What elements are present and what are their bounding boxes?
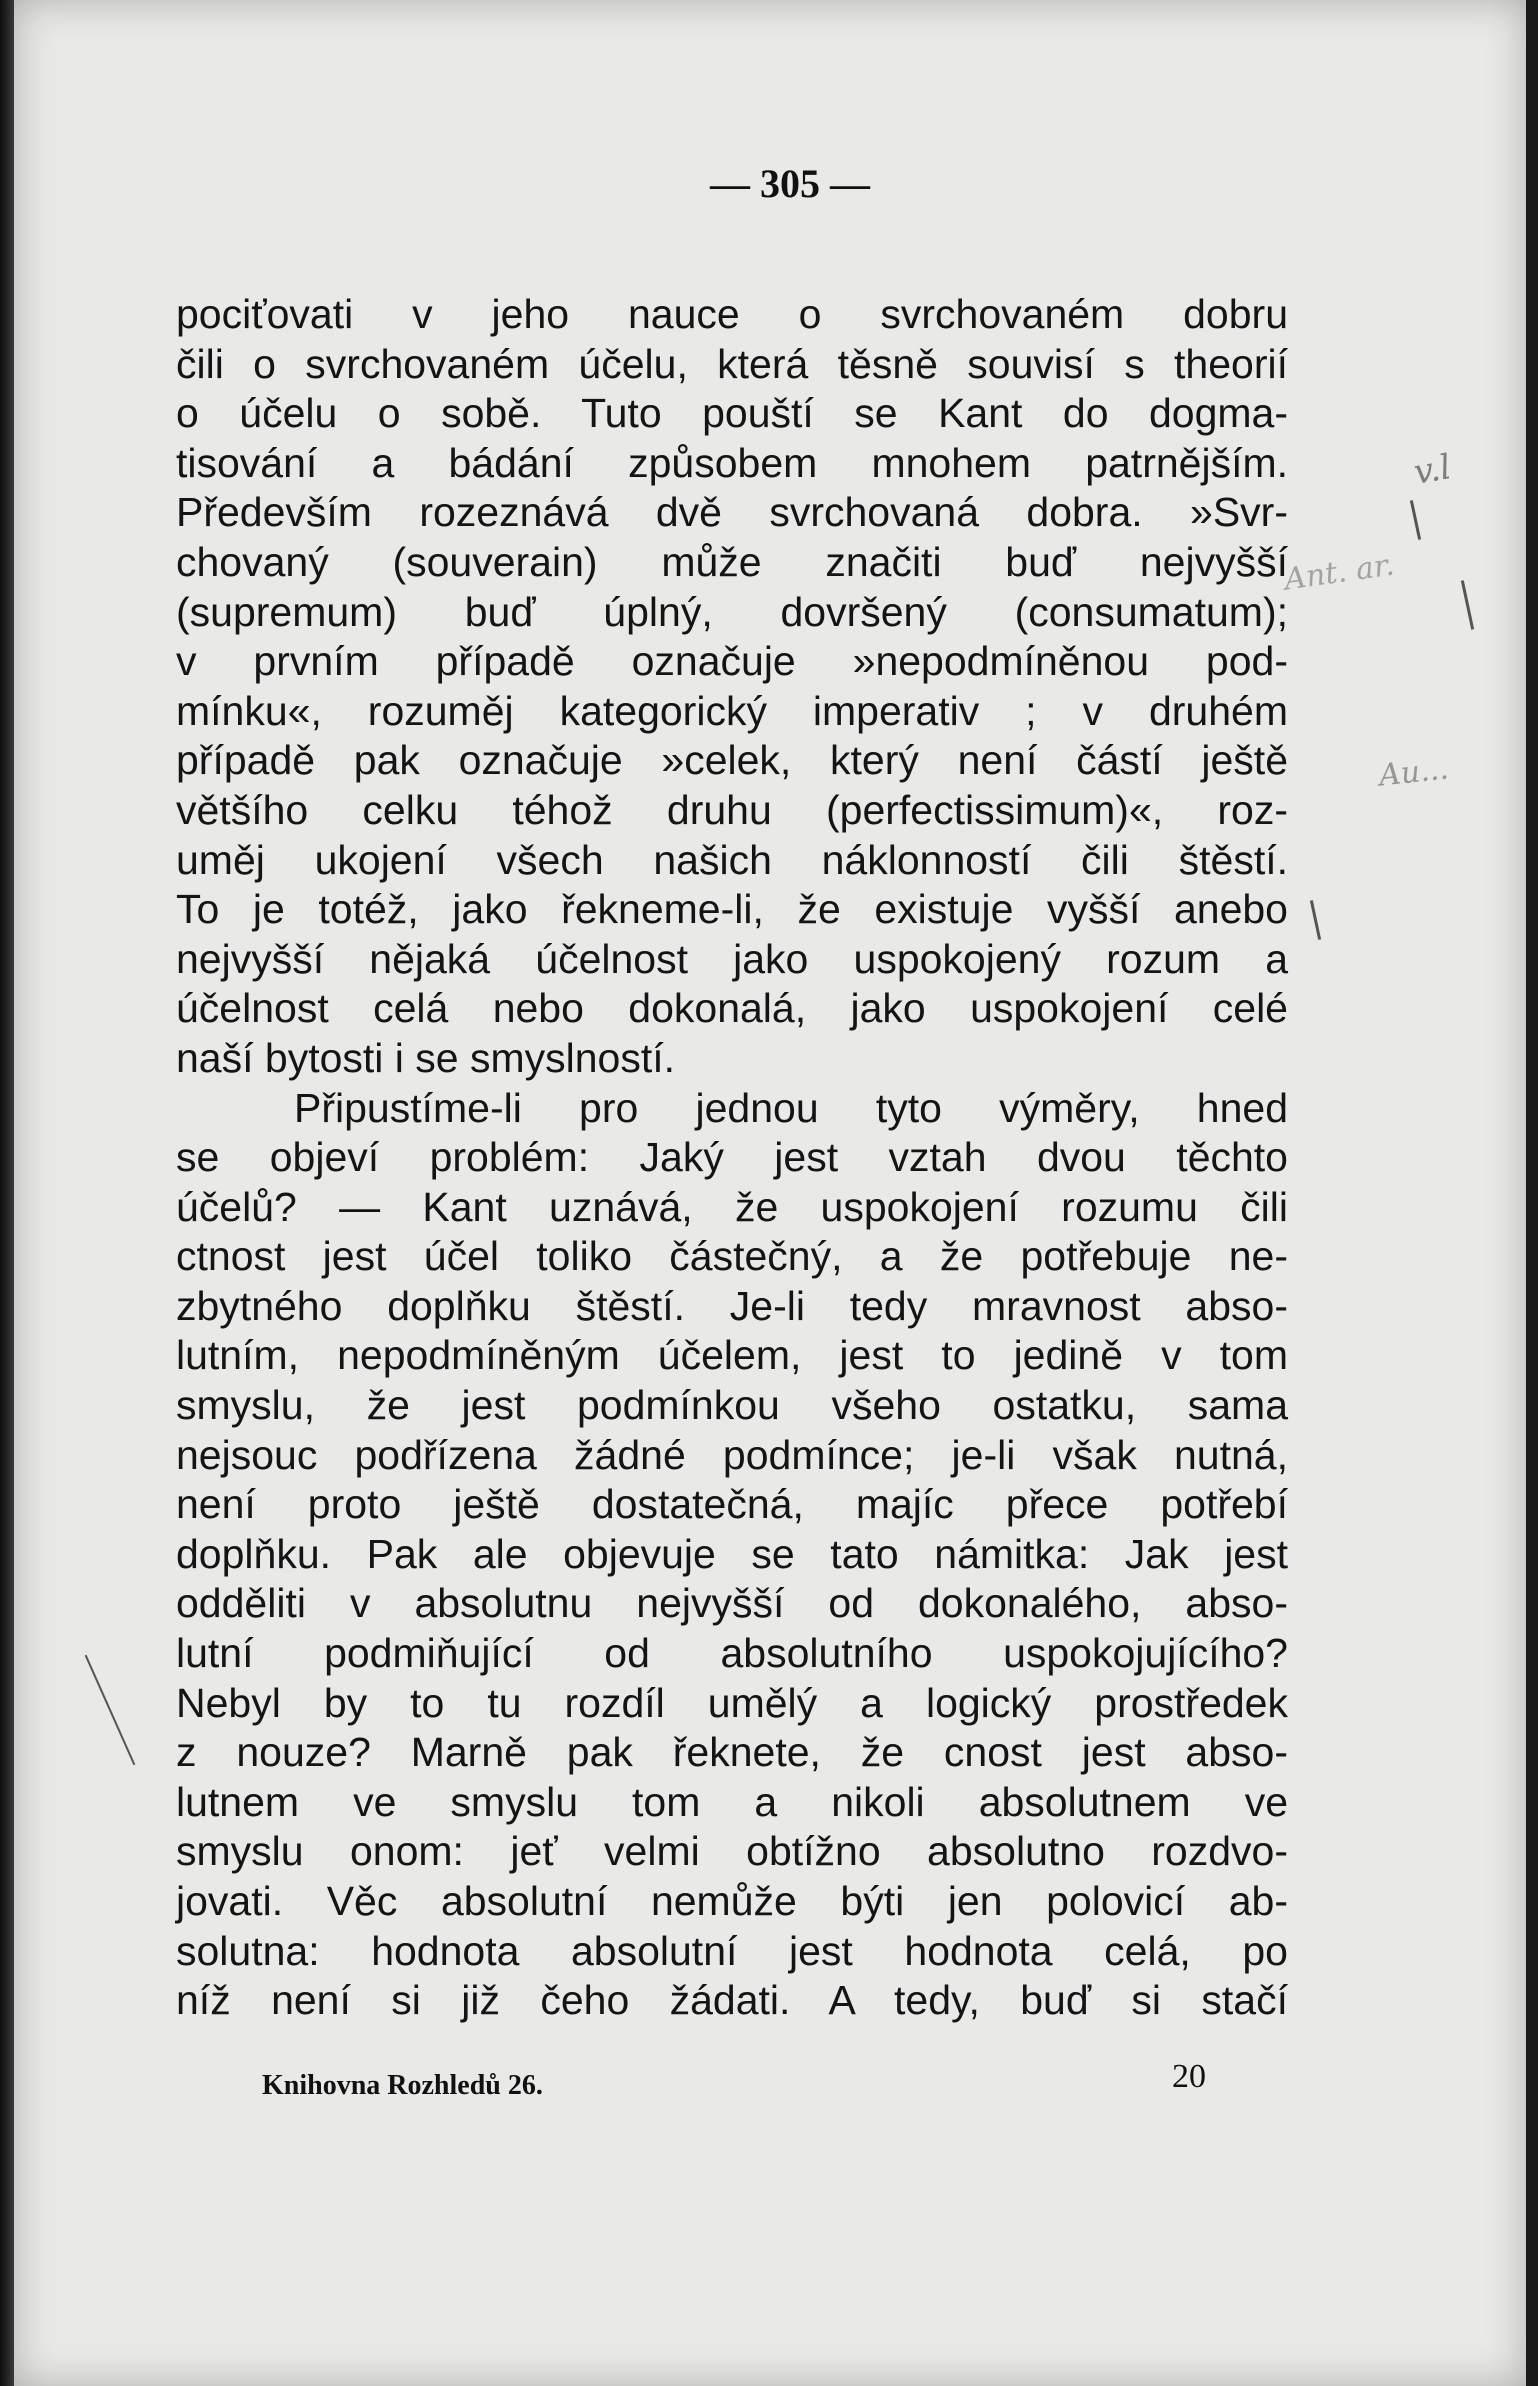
text-line: (supremum) buď úplný, dovršený (consumatum); [176,588,1288,635]
text-line: smyslu, že jest podmínkou všeho ostatku, sama [176,1382,1288,1429]
text-line: lutní podmiňující od absolutního uspokojujícího? [176,1630,1288,1677]
margin-mark [1310,900,1321,940]
text-line: uměj ukojení všech našich náklonností čili štěstí. [176,836,1288,883]
text-line: odděliti v absolutnu nejvyšší od dokonalého, abso- [176,1580,1288,1627]
margin-mark [1461,580,1474,630]
text-line: smyslu onom: jeť velmi obtížno absolutno rozdvo- [176,1828,1288,1875]
text-line: Připustíme-li pro jednou tyto výměry, hned [294,1084,1288,1131]
text-line: solutna: hodnota absolutní jest hodnota celá, po [176,1927,1288,1974]
text-line: níž není si již čeho žádati. A tedy, buď si stačí [176,1977,1288,2024]
text-line: účelů? — Kant uznává, že uspokojení rozumu čili [176,1183,1288,1230]
text-line: chovaný (souverain) může značiti buď nejvyšší [176,538,1288,585]
margin-mark [1410,500,1421,540]
page-left-edge [0,0,14,2386]
text-line: To je totéž, jako řekneme-li, že existuje vyšší anebo [176,886,1288,933]
text-line: lutním, nepodmíněným účelem, jest to jedině v tom [176,1332,1288,1379]
margin-note-middle: Ant. ar. [1282,547,1397,598]
text-line: nejsouc podřízena žádné podmínce; je-li však nutná, [176,1431,1288,1478]
text-line: v prvním případě označuje »nepodmíněnou pod- [176,638,1288,685]
text-line: účelnost celá nebo dokonalá, jako uspokojení celé [176,985,1288,1032]
body-text [176,290,1288,2026]
text-line: není proto ještě dostatečná, majíc přece potřebí [176,1481,1288,1528]
page-number: — 305 — [710,161,870,206]
text-line: o účelu o sobě. Tuto pouští se Kant do dogma- [176,390,1288,437]
text-line: z nouze? Marně pak řeknete, že cnost jest abso- [176,1729,1288,1776]
book-page [14,0,1526,2386]
text-line: ctnost jest účel toliko částečný, a že potřebuje ne- [176,1233,1288,1280]
series-title: Knihovna Rozhledů 26. [262,2070,543,2101]
margin-note-top: v.l [1410,447,1455,493]
text-line: se objeví problém: Jaký jest vztah dvou těchto [176,1134,1288,1181]
margin-mark [85,1655,136,1765]
text-line: mínku«, rozuměj kategorický imperativ ; v druhém [176,687,1288,734]
text-line: naší bytosti i se smyslností. [176,1034,676,1081]
text-line: jovati. Věc absolutní nemůže býti jen polovicí ab- [176,1878,1288,1924]
text-line: případě pak označuje »celek, který není částí ještě [176,737,1288,784]
text-line: zbytného doplňku štěstí. Je-li tedy mravnost abso- [176,1282,1288,1329]
text-line: lutnem ve smyslu tom a nikoli absolutnem ve [176,1778,1288,1825]
text-line: tisování a bádání způsobem mnohem patrnějším. [176,439,1288,486]
text-line: nejvyšší nějaká účelnost jako uspokojený rozum a [176,935,1288,982]
text-line: většího celku téhož druhu (perfectissimum)«, roz- [176,786,1288,833]
signature-mark: 20 [1172,2058,1206,2095]
text-line: čili o svrchovaném účelu, která těsně souvisí s theorií [176,340,1288,387]
text-line: pociťovati v jeho nauce o svrchovaném dobru [176,291,1288,337]
margin-note-lower: Au... [1377,751,1451,794]
text-line: doplňku. Pak ale objevuje se tato námitka: Jak jest [176,1530,1288,1577]
text-line: Především rozeznává dvě svrchovaná dobra. »Svr- [176,489,1288,536]
text-line: Nebyl by to tu rozdíl umělý a logický prostředek [176,1679,1288,1726]
